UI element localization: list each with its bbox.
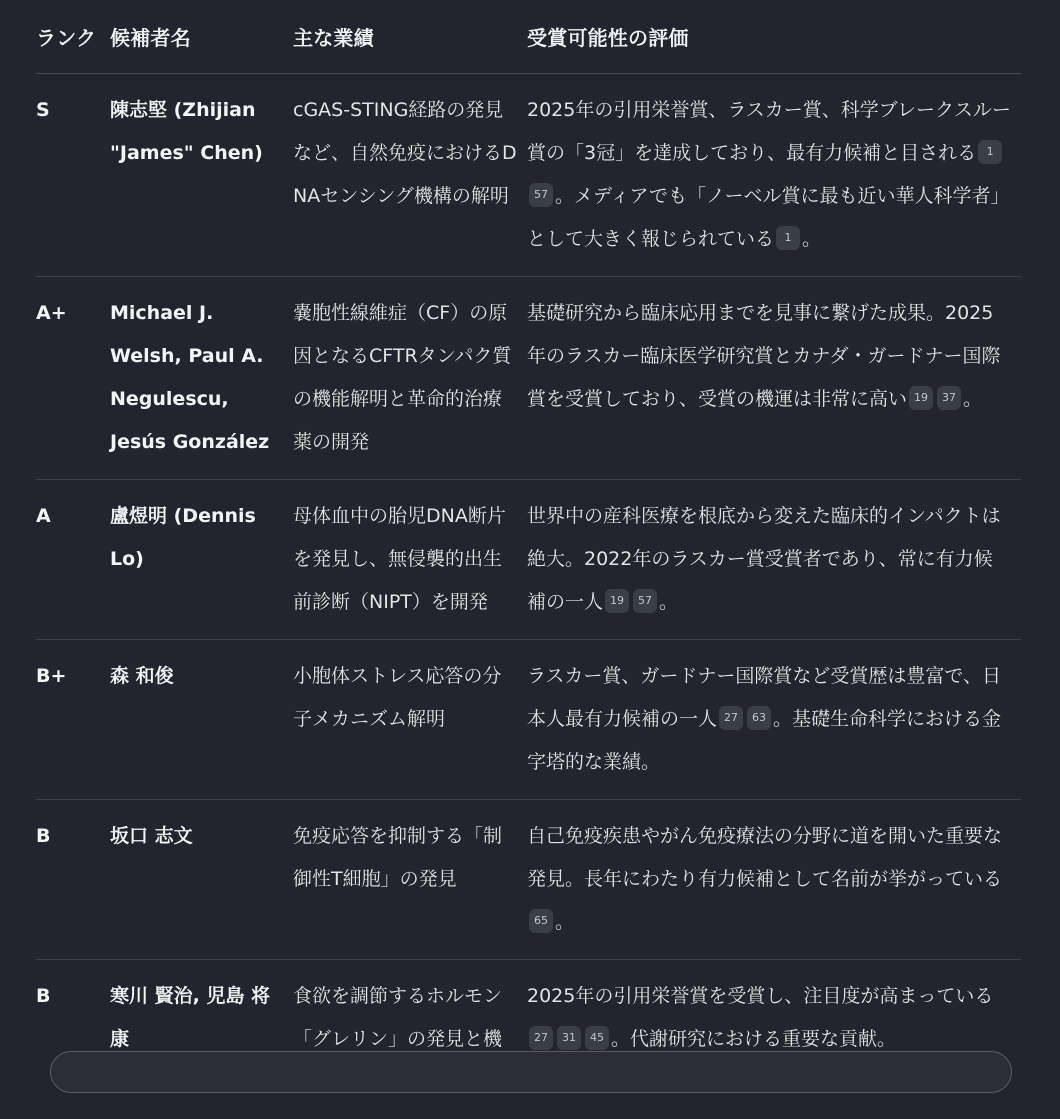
cell-candidate-name: Michael J. Welsh, Paul A. Negulescu, Jesús González [110,277,293,480]
cell-achievement: 嚢胞性線維症（CF）の原因となるCFTRタンパク質の機能解明と革命的治療薬の開発 [293,277,527,480]
message-composer-input[interactable] [50,1051,1012,1093]
cell-rank: B [36,960,110,1119]
citation-badge[interactable]: 19 [909,386,933,410]
citation-badge[interactable]: 31 [557,1026,581,1050]
citation-badge[interactable]: 57 [529,183,553,207]
table-body [36,74,1021,1119]
cell-rank: B [36,800,110,960]
cell-evaluation [527,74,1021,277]
evaluation-text: 。メディアでも「ノーベル賞に最も近い華人科学者」として大きく報じられている [527,185,1009,250]
citation-badge[interactable]: 1 [978,140,1002,164]
cell-evaluation [527,480,1021,640]
table-row [36,960,1021,1119]
cell-rank: A [36,480,110,640]
table-header [36,0,1021,74]
evaluation-text: 基礎研究から臨床応用までを見事に繋げた成果。2025年のラスカー臨床医学研究賞とカナダ・ガードナー国際賞を受賞しており、受賞の機運は非常に高い [527,302,1000,410]
header-achievement: 主な業績 [293,0,527,74]
evaluation-text: 世界中の産科医療を根底から変えた臨床的インパクトは絶大。2022年のラスカー賞受賞者であり、常に有力候補の一人 [527,505,1001,613]
evaluation-text: 。 [555,911,574,933]
evaluation-text: 。 [963,388,982,410]
evaluation-text: 2025年の引用栄誉賞、ラスカー賞、科学ブレークスルー賞の「3冠」を達成しており、最有力候補と目される [527,99,1011,164]
citation-badge[interactable]: 57 [633,589,657,613]
citation-badge[interactable]: 37 [937,386,961,410]
cell-evaluation [527,800,1021,960]
header-rank: ランク [36,0,110,74]
cell-achievement: 食欲を調節するホルモン「グレリン」の発見と機 [293,960,527,1119]
table-row [36,480,1021,640]
cell-rank: S [36,74,110,277]
candidates-table-wrapper [36,0,1021,1119]
citation-badge[interactable]: 27 [719,706,743,730]
table-row [36,74,1021,277]
table-row [36,277,1021,480]
cell-evaluation [527,640,1021,800]
cell-candidate-name: 坂口 志文 [110,800,293,960]
cell-achievement: 小胞体ストレス応答の分子メカニズム解明 [293,640,527,800]
table-row [36,640,1021,800]
cell-evaluation [527,960,1021,1119]
cell-candidate-name: 寒川 賢治, 児島 将康 [110,960,293,1119]
cell-achievement: 母体血中の胎児DNA断片を発見し、無侵襲的出生前診断（NIPT）を開発 [293,480,527,640]
evaluation-text: 2025年の引用栄誉賞を受賞し、注目度が高まっている [527,985,993,1007]
citation-badge[interactable]: 63 [747,706,771,730]
table-header-row [36,0,1021,74]
citation-badge[interactable]: 19 [605,589,629,613]
evaluation-text: 。基礎生命科学における金字塔的な業績。 [527,708,1001,773]
citation-badge[interactable]: 65 [529,909,553,933]
cell-rank: A+ [36,277,110,480]
citation-badge[interactable]: 45 [585,1026,609,1050]
cell-rank: B+ [36,640,110,800]
citation-badge[interactable]: 27 [529,1026,553,1050]
evaluation-text: ラスカー賞、ガードナー国際賞など受賞歴は豊富で、日本人最有力候補の一人 [527,665,1001,730]
citation-badge[interactable]: 1 [776,226,800,250]
cell-achievement: 免疫応答を抑制する「制御性T細胞」の発見 [293,800,527,960]
cell-candidate-name: 陳志堅 (Zhijian "James" Chen) [110,74,293,277]
cell-evaluation [527,277,1021,480]
evaluation-text: 。 [659,591,678,613]
nobel-candidates-table [36,0,1021,1119]
header-candidate-name: 候補者名 [110,0,293,74]
header-evaluation: 受賞可能性の評価 [527,0,1021,74]
table-row [36,800,1021,960]
cell-candidate-name: 森 和俊 [110,640,293,800]
cell-achievement: cGAS-STING経路の発見など、自然免疫におけるDNAセンシング機構の解明 [293,74,527,277]
cell-candidate-name: 盧煜明 (Dennis Lo) [110,480,293,640]
evaluation-text: 自己免疫疾患やがん免疫療法の分野に道を開いた重要な発見。長年にわたり有力候補として名前が挙がっている [527,825,1002,890]
evaluation-text: 。 [802,228,821,250]
evaluation-text: 。代謝研究における重要な貢献。 [611,1028,896,1050]
